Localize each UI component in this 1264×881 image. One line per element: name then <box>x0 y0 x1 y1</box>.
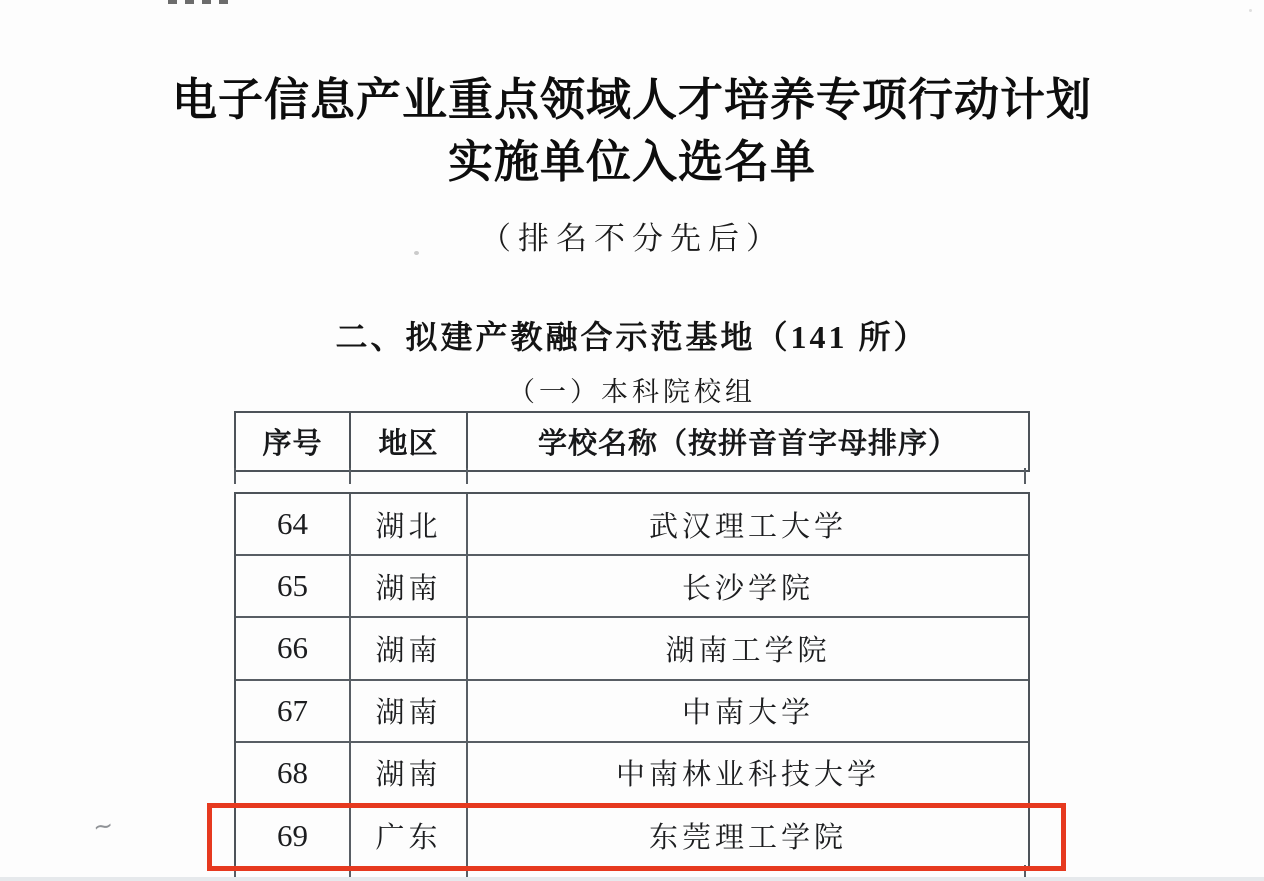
cell-region: 湖南 <box>351 681 468 741</box>
section-heading: 二、拟建产教融合示范基地（141 所） <box>335 319 929 355</box>
table-gridline-stub <box>349 468 351 484</box>
document-title-line1: 电子信息产业重点领域人才培养专项行动计划 <box>171 75 1092 125</box>
document-title-line2: 实施单位入选名单 <box>447 137 816 187</box>
column-header-region: 地区 <box>351 413 468 470</box>
table-row <box>236 743 1028 805</box>
table-row <box>236 681 1028 743</box>
cell-number: 69 <box>236 805 351 867</box>
cell-school: 中南大学 <box>681 697 814 730</box>
table-gridline-stub <box>1024 468 1026 484</box>
scan-speck <box>1249 9 1252 12</box>
cell-number: 65 <box>236 556 351 616</box>
column-header-number: 序号 <box>236 413 351 470</box>
scan-artifact-top-edge <box>168 0 234 4</box>
highlight-box <box>207 803 1066 871</box>
cell-region: 湖北 <box>351 494 468 554</box>
scan-edge-bottom <box>0 877 1264 881</box>
cell-region: 湖南 <box>351 556 468 616</box>
cell-number: 67 <box>236 681 351 741</box>
pencil-mark: ~ <box>91 810 115 842</box>
subsection-heading: （一）本科院校组 <box>508 377 756 407</box>
cell-region: 湖南 <box>351 743 468 803</box>
cell-region: 湖南 <box>351 618 468 678</box>
table-row <box>236 618 1028 680</box>
table-gridline-stub <box>466 468 468 484</box>
cell-number: 66 <box>236 618 351 678</box>
table-row <box>236 556 1028 618</box>
cell-school: 武汉理工大学 <box>648 510 847 543</box>
cell-school: 中南林业科技大学 <box>615 759 880 792</box>
cell-number: 68 <box>236 743 351 803</box>
cell-number: 64 <box>236 494 351 554</box>
table-header-row <box>234 411 1030 472</box>
cell-school: 长沙学院 <box>681 572 814 605</box>
document-subtitle: （排名不分先后） <box>480 221 784 256</box>
cell-school: 湖南工学院 <box>665 634 831 667</box>
cell-region: 广东 <box>351 805 468 867</box>
table-gridline-stub <box>234 468 236 484</box>
cell-school: 东莞理工学院 <box>648 822 847 855</box>
column-header-school: 学校名称（按拼音首字母排序） <box>537 428 958 460</box>
table-row <box>236 494 1028 556</box>
scan-speck <box>414 251 419 255</box>
